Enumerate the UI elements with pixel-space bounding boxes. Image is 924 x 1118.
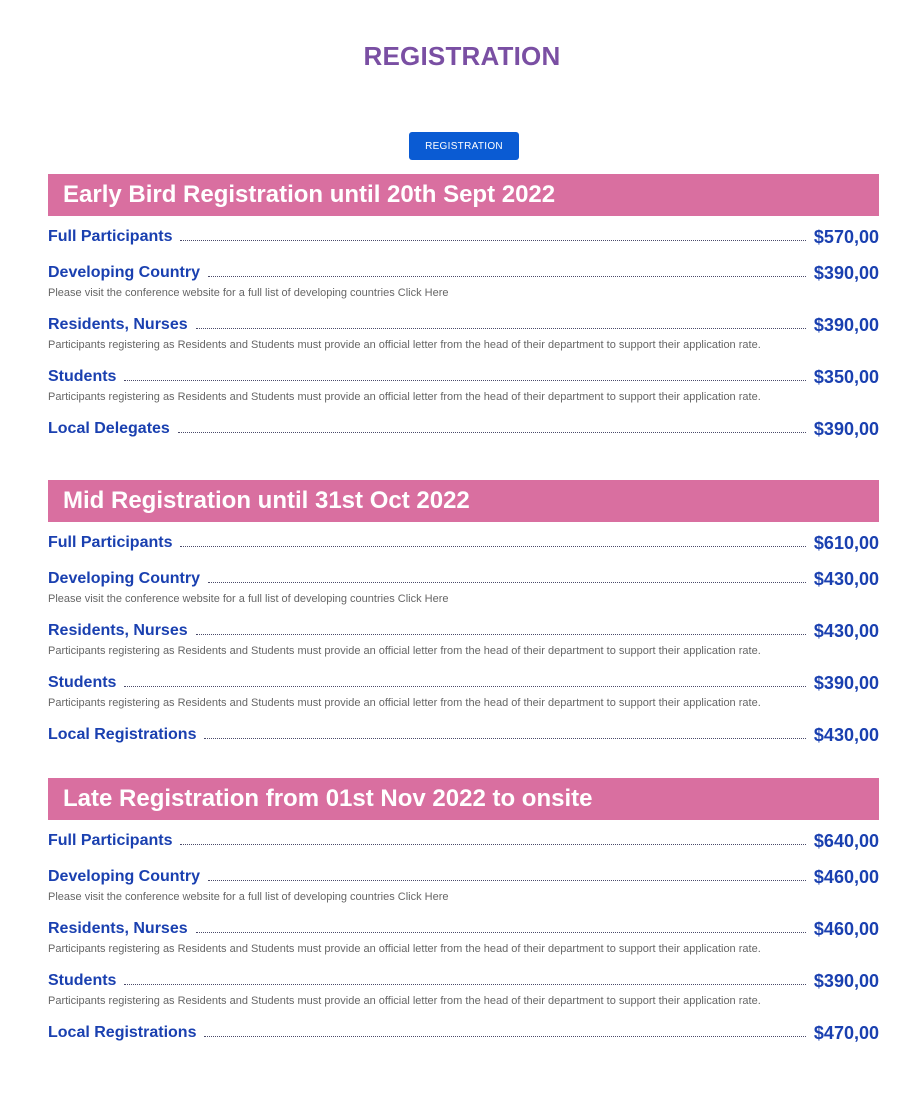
dotted-leader xyxy=(180,546,805,547)
item-price: $640,00 xyxy=(813,830,879,851)
item-price: $470,00 xyxy=(813,1022,879,1043)
item-price: $390,00 xyxy=(813,970,879,991)
price-row xyxy=(48,970,879,992)
price-item xyxy=(48,366,879,404)
price-row xyxy=(48,918,879,940)
price-item xyxy=(48,830,879,852)
item-note: Please visit the conference website for a full list of developing countries Click Here xyxy=(48,593,449,605)
price-row xyxy=(48,226,879,248)
dotted-leader xyxy=(124,984,805,985)
item-name: Developing Country xyxy=(48,570,201,587)
item-price: $570,00 xyxy=(813,226,879,247)
dotted-leader xyxy=(196,932,806,933)
price-row xyxy=(48,830,879,852)
dotted-leader xyxy=(204,738,805,739)
price-item xyxy=(48,418,879,440)
dotted-leader xyxy=(204,1036,805,1037)
price-row xyxy=(48,532,879,554)
registration-button[interactable]: REGISTRATION xyxy=(409,132,519,160)
item-name: Full Participants xyxy=(48,534,173,551)
item-price: $390,00 xyxy=(813,672,879,693)
dotted-leader xyxy=(208,276,806,277)
section-mid xyxy=(48,480,879,746)
price-item xyxy=(48,532,879,554)
section-header: Late Registration from 01st Nov 2022 to onsite xyxy=(48,778,879,820)
item-name: Residents, Nurses xyxy=(48,316,188,333)
item-name: Students xyxy=(48,368,117,385)
item-note: Participants registering as Residents and Students must provide an official letter from the head of their department to support their application rate. xyxy=(48,697,761,709)
dotted-leader xyxy=(180,240,805,241)
item-name: Developing Country xyxy=(48,868,201,885)
item-name: Local Registrations xyxy=(48,726,197,743)
section-late xyxy=(48,778,879,1044)
price-row xyxy=(48,418,879,440)
price-item xyxy=(48,1022,879,1044)
page-title: REGISTRATION xyxy=(363,41,561,71)
item-name: Residents, Nurses xyxy=(48,920,188,937)
item-name: Full Participants xyxy=(48,832,173,849)
price-row xyxy=(48,262,879,284)
price-row xyxy=(48,866,879,888)
price-item xyxy=(48,620,879,658)
price-item xyxy=(48,226,879,248)
price-item xyxy=(48,918,879,956)
item-price: $430,00 xyxy=(813,724,879,745)
price-item xyxy=(48,262,879,300)
item-name: Students xyxy=(48,972,117,989)
item-name: Full Participants xyxy=(48,228,173,245)
price-row xyxy=(48,672,879,694)
item-note: Participants registering as Residents and Students must provide an official letter from the head of their department to support their application rate. xyxy=(48,339,761,351)
dotted-leader xyxy=(124,380,805,381)
price-item xyxy=(48,672,879,710)
item-note: Participants registering as Residents and Students must provide an official letter from the head of their department to support their application rate. xyxy=(48,391,761,403)
price-row xyxy=(48,1022,879,1044)
item-name: Developing Country xyxy=(48,264,201,281)
dotted-leader xyxy=(196,634,806,635)
item-price: $460,00 xyxy=(813,918,879,939)
price-row xyxy=(48,724,879,746)
item-price: $430,00 xyxy=(813,568,879,589)
item-price: $610,00 xyxy=(813,532,879,553)
price-item xyxy=(48,568,879,606)
dotted-leader xyxy=(208,880,806,881)
item-note: Participants registering as Residents and Students must provide an official letter from the head of their department to support their application rate. xyxy=(48,645,761,657)
item-note: Participants registering as Residents and Students must provide an official letter from the head of their department to support their application rate. xyxy=(48,995,761,1007)
item-price: $390,00 xyxy=(813,262,879,283)
price-row xyxy=(48,620,879,642)
price-row xyxy=(48,314,879,336)
item-name: Local Delegates xyxy=(48,420,170,437)
item-name: Residents, Nurses xyxy=(48,622,188,639)
dotted-leader xyxy=(124,686,805,687)
price-list xyxy=(48,830,879,1044)
item-price: $460,00 xyxy=(813,866,879,887)
item-price: $430,00 xyxy=(813,620,879,641)
section-header: Mid Registration until 31st Oct 2022 xyxy=(48,480,879,522)
price-row xyxy=(48,366,879,388)
dotted-leader xyxy=(196,328,806,329)
section-early-bird xyxy=(48,174,879,440)
section-header: Early Bird Registration until 20th Sept 2022 xyxy=(48,174,879,216)
item-price: $390,00 xyxy=(813,314,879,335)
price-list xyxy=(48,532,879,746)
dotted-leader xyxy=(180,844,805,845)
item-name: Local Registrations xyxy=(48,1024,197,1041)
item-note: Please visit the conference website for a full list of developing countries Click Here xyxy=(48,287,449,299)
price-item xyxy=(48,970,879,1008)
item-price: $350,00 xyxy=(813,366,879,387)
item-name: Students xyxy=(48,674,117,691)
item-note: Please visit the conference website for a full list of developing countries Click Here xyxy=(48,891,449,903)
item-price: $390,00 xyxy=(813,418,879,439)
price-item xyxy=(48,866,879,904)
price-item xyxy=(48,724,879,746)
dotted-leader xyxy=(208,582,806,583)
dotted-leader xyxy=(178,432,806,433)
price-list xyxy=(48,226,879,440)
item-note: Participants registering as Residents and Students must provide an official letter from the head of their department to support their application rate. xyxy=(48,943,761,955)
price-item xyxy=(48,314,879,352)
price-row xyxy=(48,568,879,590)
